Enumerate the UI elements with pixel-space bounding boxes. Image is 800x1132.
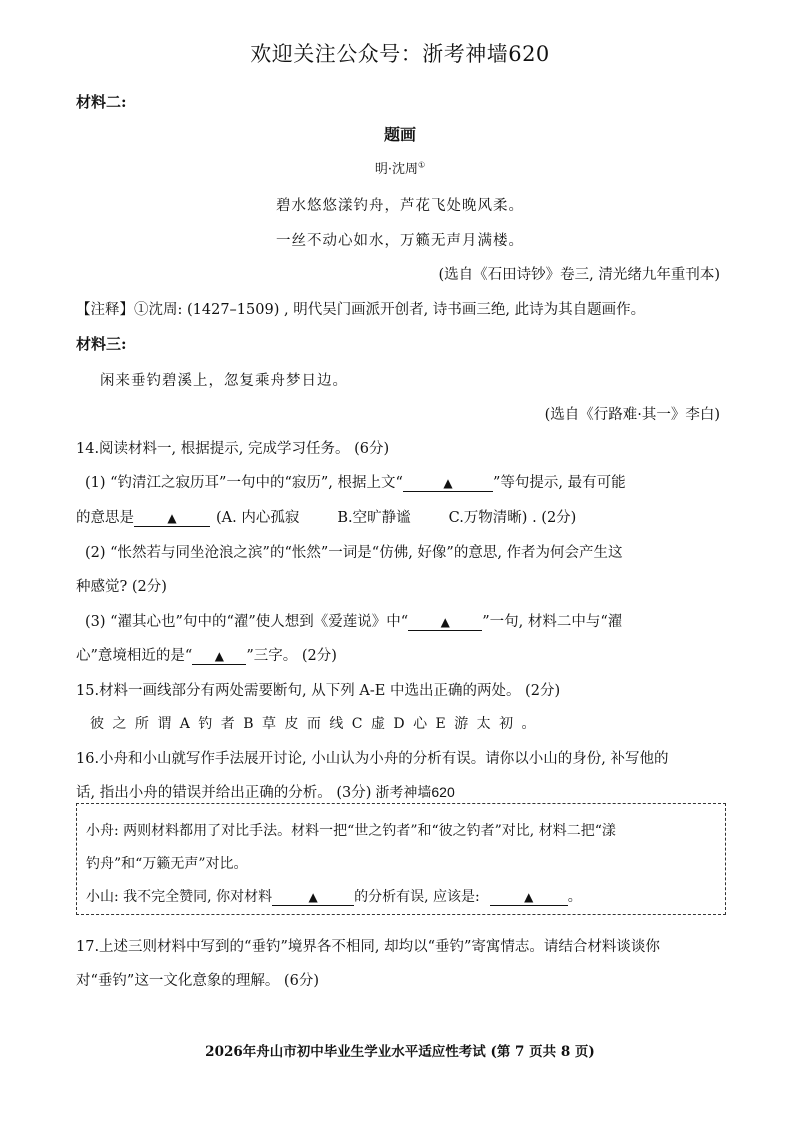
- q16-line2-text: 话, 指出小舟的错误并给出正确的分析。 (3分): [76, 785, 372, 801]
- dialogue-xiaozhou-line1: 小舟: 两则材料都用了对比手法。材料一把“世之钓者”和“彼之钓者”对比, 材料二把“漾: [86, 823, 616, 839]
- page-footer: 2026年舟山市初中毕业生学业水平适应性考试 (第 7 页共 8 页): [205, 1044, 595, 1060]
- material2-note: 【注释】①沈周: (1427–1509) , 明代吴门画派开创者, 诗书画三绝, 此诗为其自题画作。: [76, 302, 646, 318]
- material2-label: 材料二:: [76, 93, 127, 111]
- q14-p3-text-a: (3) “濯其心也”句中的“濯”使人想到《爱莲说》中“: [85, 614, 409, 630]
- blank-triangle-icon: ▲: [440, 615, 450, 629]
- q14-p1-answer-blank-2[interactable]: [134, 510, 210, 527]
- material3-source: (选自《行路难·其一》李白): [544, 407, 720, 423]
- blank-triangle-icon: ▲: [167, 511, 177, 525]
- q16-line1: 16.小舟和小山就写作手法展开讨论, 小山认为小舟的分析有误。请你以小山的身份, 补写他的: [76, 751, 669, 767]
- q14-part3-line1: [85, 610, 622, 631]
- q14-p1-option-a: (A. 内心孤寂: [216, 510, 300, 526]
- poem-line-1: 碧水悠悠漾钓舟，芦花飞处晚风柔。: [276, 198, 524, 214]
- q14-p3-answer-blank-1[interactable]: [408, 614, 482, 631]
- q14-part1-line1: [85, 471, 626, 492]
- dialogue-xiaozhou-line2: 钓舟”和“万籁无声”对比。: [86, 856, 248, 872]
- blank-triangle-icon: ▲: [524, 890, 534, 904]
- q14-p1-answer-blank-1[interactable]: [403, 475, 493, 492]
- q14-part1-line2: [76, 506, 576, 527]
- q16-line2: [76, 781, 455, 802]
- q17-line1: 17.上述三则材料中写到的“垂钓”境界各不相同, 却均以“垂钓”寄寓情志。请结合材料谈谈你: [76, 939, 660, 955]
- poem-author-name: 明·沈周: [374, 162, 418, 177]
- q14-p3-text-c: 心”意境相近的是“: [76, 648, 193, 664]
- q15-stem: 15.材料一画线部分有两处需要断句, 从下列 A-E 中选出正确的两处。 (2分): [76, 683, 561, 699]
- poem-author-note-mark: ①: [417, 160, 426, 170]
- material3-text: 闲来垂钓碧溪上，忽复乘舟梦日边。: [100, 373, 348, 389]
- q14-part3-line2: [76, 644, 337, 665]
- page-header-watermark: 欢迎关注公众号：浙考神墙620: [250, 42, 550, 66]
- poem-line-2: 一丝不动心如水，万籁无声月满楼。: [276, 233, 524, 249]
- q14-part2-line2: 种感觉? (2分): [76, 579, 167, 595]
- q17-line2: 对“垂钓”这一文化意象的理解。 (6分): [76, 973, 319, 989]
- q14-p3-text-d: ”三字。 (2分): [246, 648, 337, 664]
- dialogue-xiaoshan-line: [86, 886, 582, 906]
- xiaoshan-text-b: 的分析有误, 应该是:: [354, 889, 480, 905]
- blank-triangle-icon: ▲: [214, 649, 224, 663]
- q14-p1-option-c: C.万物清晰) . (2分): [448, 510, 577, 526]
- material2-source: (选自《石田诗钞》卷三, 清光绪九年重刊本): [438, 267, 720, 283]
- xiaoshan-text-c: 。: [567, 889, 582, 905]
- q16-answer-blank-1[interactable]: [272, 889, 354, 906]
- poem-author: [0, 158, 800, 177]
- q14-stem: 14.阅读材料一, 根据提示, 完成学习任务。 (6分): [76, 441, 390, 457]
- q15-sentence: 彼 之 所 谓 A 钓 者 B 草 皮 而 线 C 虚 D 心 E 游 太 初 。: [90, 716, 538, 732]
- q14-p1-text-b: ”等句提示, 最有可能: [492, 475, 626, 491]
- xiaoshan-text-a: 小山: 我不完全赞同, 你对材料: [86, 889, 273, 905]
- q14-part2-line1: (2) “怅然若与同坐沧浪之滨”的“怅然”一词是“仿佛, 好像”的意思, 作者为何会产生这: [85, 545, 623, 561]
- blank-triangle-icon: ▲: [308, 890, 318, 904]
- q16-answer-blank-2[interactable]: [490, 889, 568, 906]
- poem-title: 题画: [383, 125, 416, 144]
- material3-label: 材料三:: [76, 335, 127, 353]
- q14-p1-text-c: 的意思是: [76, 510, 134, 526]
- q14-p3-answer-blank-2[interactable]: [192, 648, 246, 665]
- q14-p1-option-b: B.空旷静谧: [337, 510, 411, 526]
- q16-watermark: 浙考神墙620: [375, 784, 455, 800]
- q14-p3-text-b: ”一句, 材料二中与“濯: [482, 614, 623, 630]
- q14-p1-text-a: (1) “钓清江之寂历耳”一句中的“寂历”, 根据上文“: [85, 475, 403, 491]
- blank-triangle-icon: ▲: [443, 476, 453, 490]
